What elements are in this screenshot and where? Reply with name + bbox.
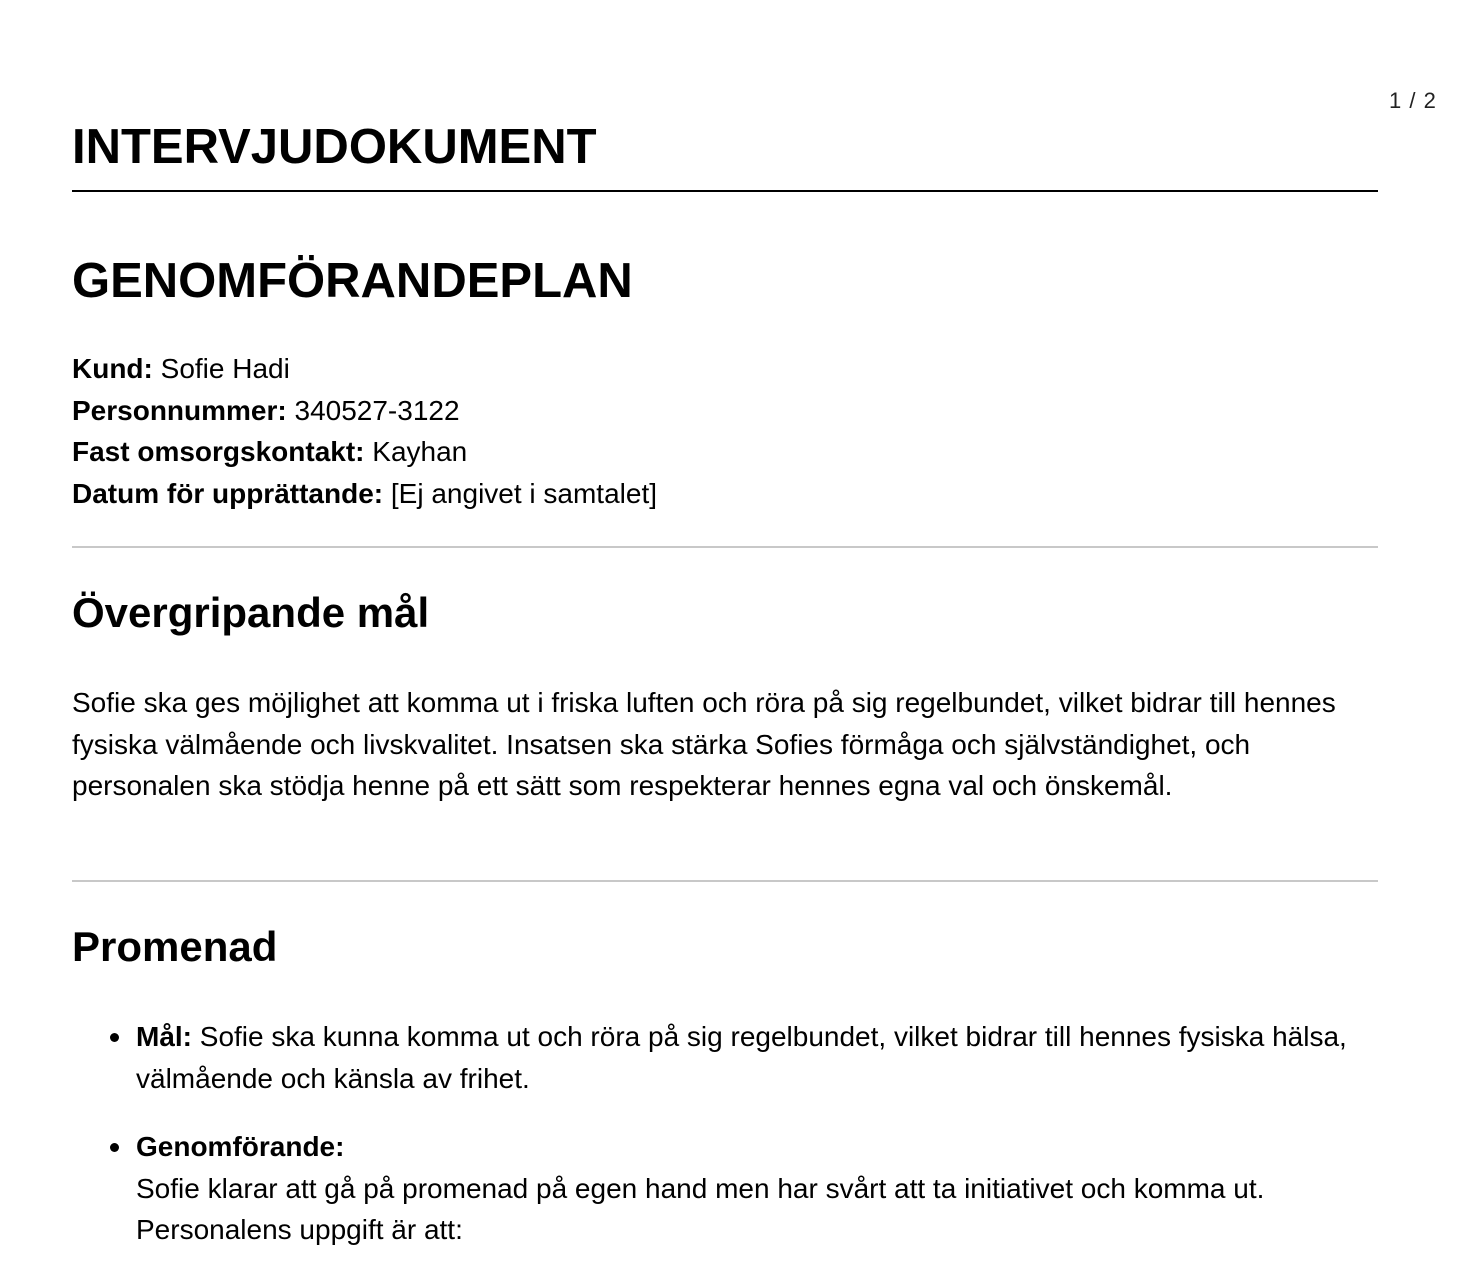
section-heading-walk: Promenad (72, 923, 278, 970)
bullet-icon (110, 1143, 119, 1152)
list-item-label: Genomförande: (136, 1131, 345, 1162)
meta-label: Personnummer: (72, 394, 287, 426)
section-divider (72, 546, 1378, 548)
section-divider (72, 880, 1378, 882)
walk-list (72, 1016, 1378, 1278)
list-item (72, 1016, 1378, 1099)
document-title: INTERVJUDOKUMENT (72, 120, 597, 174)
meta-label: Datum för upprättande: (72, 477, 384, 509)
meta-label: Kund: (72, 353, 153, 384)
list-item-text: Sofie ska kunna komma ut och röra på sig regelbundet, vilket bidrar till hennes fysiska hälsa, välmående och känsla av frihet. (136, 1021, 1347, 1094)
section-heading-goal: Övergripande mål (72, 589, 430, 636)
meta-value: Kayhan (372, 436, 468, 467)
meta-label: Fast omsorgskontakt: (72, 436, 365, 467)
meta-row-care-contact (72, 431, 657, 473)
list-item-label: Mål: (136, 1021, 192, 1052)
plan-title: GENOMFÖRANDEPLAN (72, 254, 633, 308)
meta-value: Sofie Hadi (160, 353, 290, 384)
meta-value: 340527-3122 (294, 394, 460, 426)
meta-row-personal-number (72, 390, 657, 432)
meta-value: [Ej angivet i samtalet] (390, 477, 658, 509)
list-item-text: Sofie klarar att gå på promenad på egen hand men har svårt att ta initiativet och komma ut. Personalens uppgift är att: (136, 1172, 1265, 1245)
title-divider (72, 190, 1378, 192)
meta-row-date (72, 473, 657, 515)
page-indicator: 1 / 2 (1389, 88, 1437, 113)
bullet-icon (110, 1033, 119, 1042)
goal-paragraph: Sofie ska ges möjlighet att komma ut i friska luften och röra på sig regelbundet, vilket bidrar till hennes fysiska välmående och livskvalitet. Insatsen ska stärka Sofies förmåga och självständighet, och personalen ska stödja henne på ett sätt som respekterar hennes egna val och önskemål. (72, 687, 1336, 801)
list-item (72, 1126, 1378, 1251)
meta-row-client (72, 348, 657, 390)
client-info (72, 348, 657, 514)
